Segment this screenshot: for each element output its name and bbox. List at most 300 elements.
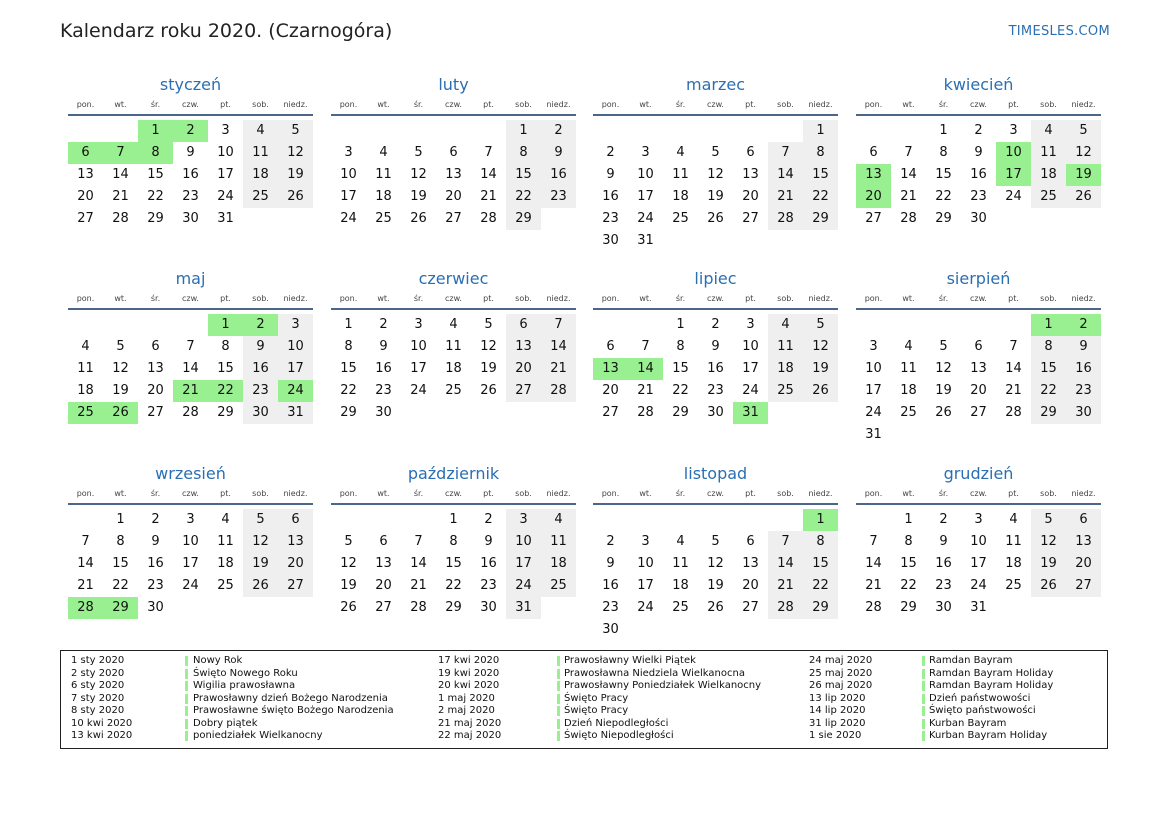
weekday-label: pon. bbox=[76, 489, 95, 498]
empty-cell bbox=[593, 120, 628, 142]
month-divider bbox=[331, 503, 576, 505]
month-divider bbox=[593, 114, 838, 116]
day-cell: 10 bbox=[637, 556, 654, 571]
day-cell: 5 bbox=[344, 534, 353, 549]
day-cell: 19 bbox=[410, 189, 427, 204]
day-cell: 8 bbox=[803, 142, 838, 164]
weekday-label: śr. bbox=[938, 489, 949, 498]
weekday-label: sob. bbox=[777, 489, 794, 498]
day-cell: 21 bbox=[900, 189, 917, 204]
weekday-label: śr. bbox=[675, 294, 686, 303]
day-cell: 23 bbox=[375, 383, 392, 398]
day-cell: 22 bbox=[803, 575, 838, 597]
day-cell: 26 bbox=[278, 186, 313, 208]
day-cell: 21 bbox=[480, 189, 497, 204]
day-cell: 27 bbox=[506, 380, 541, 402]
day-cell: 12 bbox=[340, 556, 357, 571]
holiday-day-cell: 6 bbox=[68, 142, 103, 164]
day-cell: 22 bbox=[445, 578, 462, 593]
day-cell: 10 bbox=[340, 167, 357, 182]
day-grid bbox=[331, 509, 576, 619]
day-cell: 22 bbox=[672, 383, 689, 398]
month-divider bbox=[68, 503, 313, 505]
empty-cell bbox=[996, 314, 1031, 336]
empty-cell bbox=[856, 314, 891, 336]
holiday-color-marker bbox=[922, 706, 925, 716]
empty-cell bbox=[768, 120, 803, 142]
day-cell: 27 bbox=[970, 405, 987, 420]
day-cell: 25 bbox=[672, 211, 689, 226]
day-cell: 9 bbox=[379, 339, 388, 354]
day-cell: 25 bbox=[243, 186, 278, 208]
day-cell: 11 bbox=[243, 142, 278, 164]
legend-entry bbox=[61, 730, 1107, 743]
day-cell: 29 bbox=[217, 405, 234, 420]
month-2 bbox=[331, 75, 576, 230]
day-cell: 4 bbox=[379, 145, 388, 160]
weekday-header bbox=[68, 487, 313, 501]
day-cell: 18 bbox=[375, 189, 392, 204]
holiday-color-marker bbox=[922, 681, 925, 691]
day-cell: 21 bbox=[541, 358, 576, 380]
weekday-label: wt. bbox=[377, 294, 390, 303]
day-cell: 4 bbox=[1009, 512, 1018, 527]
empty-cell bbox=[593, 314, 628, 336]
day-cell: 5 bbox=[711, 534, 720, 549]
day-cell: 6 bbox=[151, 339, 160, 354]
empty-cell bbox=[401, 120, 436, 142]
day-cell: 12 bbox=[243, 531, 278, 553]
day-cell: 17 bbox=[182, 556, 199, 571]
day-cell: 13 bbox=[506, 336, 541, 358]
day-cell: 14 bbox=[182, 361, 199, 376]
day-cell: 5 bbox=[484, 317, 493, 332]
day-cell: 17 bbox=[340, 189, 357, 204]
weekday-label: pt. bbox=[483, 294, 494, 303]
day-cell: 14 bbox=[112, 167, 129, 182]
empty-cell bbox=[768, 509, 803, 531]
day-cell: 27 bbox=[445, 211, 462, 226]
day-cell: 13 bbox=[278, 531, 313, 553]
day-cell: 24 bbox=[1005, 189, 1022, 204]
empty-cell bbox=[593, 509, 628, 531]
day-cell: 11 bbox=[672, 167, 689, 182]
day-cell: 10 bbox=[506, 531, 541, 553]
day-cell: 19 bbox=[935, 383, 952, 398]
weekday-label: wt. bbox=[639, 294, 652, 303]
empty-cell bbox=[663, 120, 698, 142]
day-cell: 23 bbox=[147, 578, 164, 593]
empty-cell bbox=[68, 509, 103, 531]
day-cell: 30 bbox=[935, 600, 952, 615]
weekday-label: pt. bbox=[483, 489, 494, 498]
holiday-legend bbox=[60, 650, 1108, 749]
day-cell: 15 bbox=[803, 164, 838, 186]
day-cell: 16 bbox=[970, 167, 987, 182]
day-cell: 25 bbox=[672, 600, 689, 615]
day-cell: 7 bbox=[869, 534, 878, 549]
day-cell: 7 bbox=[1009, 339, 1018, 354]
day-cell: 13 bbox=[742, 556, 759, 571]
legend-holiday-name: Święto Pracy bbox=[564, 692, 629, 704]
legend-holiday-name: Prawosławny Poniedziałek Wielkanocny bbox=[564, 680, 762, 691]
day-cell: 11 bbox=[768, 336, 803, 358]
day-cell: 20 bbox=[742, 578, 759, 593]
day-cell: 29 bbox=[803, 208, 838, 230]
day-cell: 28 bbox=[900, 211, 917, 226]
empty-cell bbox=[733, 509, 768, 531]
day-cell: 10 bbox=[742, 339, 759, 354]
day-cell: 31 bbox=[970, 600, 987, 615]
day-cell: 1 bbox=[449, 512, 458, 527]
day-cell: 19 bbox=[707, 189, 724, 204]
day-cell: 21 bbox=[865, 578, 882, 593]
empty-cell bbox=[471, 120, 506, 142]
weekday-header bbox=[856, 292, 1101, 306]
empty-cell bbox=[961, 314, 996, 336]
day-cell: 15 bbox=[935, 167, 952, 182]
weekday-label: wt. bbox=[902, 294, 915, 303]
day-cell: 15 bbox=[445, 556, 462, 571]
month-name: październik bbox=[407, 464, 500, 483]
day-cell: 22 bbox=[900, 578, 917, 593]
day-cell: 1 bbox=[344, 317, 353, 332]
day-cell: 23 bbox=[182, 189, 199, 204]
day-cell: 2 bbox=[974, 123, 983, 138]
month-name: kwiecień bbox=[943, 75, 1014, 94]
day-cell: 20 bbox=[445, 189, 462, 204]
day-cell: 25 bbox=[768, 380, 803, 402]
day-cell: 2 bbox=[939, 512, 948, 527]
legend-holiday-name: Kurban Bayram Holiday bbox=[929, 730, 1048, 741]
day-cell: 8 bbox=[676, 339, 685, 354]
day-cell: 28 bbox=[768, 208, 803, 230]
day-cell: 14 bbox=[865, 556, 882, 571]
day-grid bbox=[856, 120, 1101, 230]
weekday-label: niedz. bbox=[808, 489, 833, 498]
weekday-label: niedz. bbox=[808, 294, 833, 303]
legend-holiday-name: Wigilia prawosławna bbox=[193, 680, 296, 691]
month-divider bbox=[593, 503, 838, 505]
legend-date: 6 sty 2020 bbox=[71, 680, 125, 691]
weekday-label: sob. bbox=[1040, 294, 1057, 303]
day-cell: 22 bbox=[1031, 380, 1066, 402]
day-cell: 3 bbox=[506, 509, 541, 531]
legend-date: 17 kwi 2020 bbox=[438, 655, 500, 666]
legend-date: 1 sty 2020 bbox=[71, 655, 125, 666]
day-cell: 8 bbox=[904, 534, 913, 549]
weekday-label: niedz. bbox=[1071, 100, 1096, 109]
day-cell: 20 bbox=[1066, 553, 1101, 575]
day-cell: 2 bbox=[379, 317, 388, 332]
weekday-label: sob. bbox=[252, 294, 269, 303]
day-cell: 19 bbox=[112, 383, 129, 398]
legend-entry bbox=[61, 668, 1107, 681]
day-cell: 30 bbox=[375, 405, 392, 420]
day-cell: 29 bbox=[340, 405, 357, 420]
weekday-header bbox=[331, 487, 576, 501]
weekday-label: sob. bbox=[777, 294, 794, 303]
weekday-label: wt. bbox=[902, 100, 915, 109]
weekday-header bbox=[593, 292, 838, 306]
legend-date: 2 maj 2020 bbox=[438, 705, 495, 716]
day-cell: 15 bbox=[672, 361, 689, 376]
day-cell: 24 bbox=[410, 383, 427, 398]
weekday-label: czw. bbox=[970, 100, 987, 109]
day-cell: 13 bbox=[445, 167, 462, 182]
weekday-label: sob. bbox=[252, 489, 269, 498]
day-cell: 27 bbox=[375, 600, 392, 615]
day-cell: 31 bbox=[506, 597, 541, 619]
day-cell: 15 bbox=[147, 167, 164, 182]
day-cell: 28 bbox=[112, 211, 129, 226]
day-cell: 25 bbox=[217, 578, 234, 593]
day-cell: 7 bbox=[414, 534, 423, 549]
empty-cell bbox=[628, 314, 663, 336]
day-cell: 12 bbox=[410, 167, 427, 182]
day-cell: 30 bbox=[1066, 402, 1101, 424]
day-cell: 17 bbox=[506, 553, 541, 575]
day-cell: 18 bbox=[1031, 164, 1066, 186]
day-cell: 12 bbox=[480, 339, 497, 354]
weekday-label: śr. bbox=[413, 489, 424, 498]
weekday-label: pt. bbox=[220, 294, 231, 303]
holiday-color-marker bbox=[922, 669, 925, 679]
day-cell: 27 bbox=[602, 405, 619, 420]
day-cell: 1 bbox=[904, 512, 913, 527]
day-cell: 7 bbox=[186, 339, 195, 354]
weekday-header bbox=[856, 98, 1101, 112]
holiday-day-cell: 21 bbox=[173, 380, 208, 402]
weekday-label: czw. bbox=[445, 489, 462, 498]
day-cell: 5 bbox=[414, 145, 423, 160]
day-cell: 24 bbox=[506, 575, 541, 597]
month-name: listopad bbox=[683, 464, 748, 483]
weekday-label: śr. bbox=[938, 294, 949, 303]
day-cell: 16 bbox=[541, 164, 576, 186]
month-8 bbox=[856, 269, 1101, 446]
empty-cell bbox=[733, 120, 768, 142]
day-cell: 12 bbox=[278, 142, 313, 164]
day-cell: 31 bbox=[865, 427, 882, 442]
month-name: luty bbox=[438, 75, 469, 94]
month-divider bbox=[331, 308, 576, 310]
day-cell: 28 bbox=[637, 405, 654, 420]
day-cell: 24 bbox=[637, 600, 654, 615]
month-12 bbox=[856, 464, 1101, 619]
day-cell: 5 bbox=[116, 339, 125, 354]
day-cell: 17 bbox=[637, 189, 654, 204]
day-cell: 3 bbox=[641, 145, 650, 160]
day-cell: 1 bbox=[803, 120, 838, 142]
legend-date: 7 sty 2020 bbox=[71, 692, 125, 704]
legend-date: 8 sty 2020 bbox=[71, 705, 125, 716]
day-cell: 2 bbox=[606, 534, 615, 549]
day-cell: 11 bbox=[217, 534, 234, 549]
day-cell: 30 bbox=[182, 211, 199, 226]
empty-cell bbox=[366, 120, 401, 142]
site-link[interactable]: TIMESLES.COM bbox=[1008, 24, 1110, 39]
day-cell: 2 bbox=[606, 145, 615, 160]
weekday-label: pon. bbox=[76, 100, 95, 109]
day-cell: 8 bbox=[221, 339, 230, 354]
month-name: marzec bbox=[685, 75, 745, 94]
day-cell: 12 bbox=[707, 556, 724, 571]
day-cell: 3 bbox=[414, 317, 423, 332]
day-cell: 24 bbox=[182, 578, 199, 593]
day-cell: 3 bbox=[221, 123, 230, 138]
day-cell: 20 bbox=[970, 383, 987, 398]
day-cell: 1 bbox=[116, 512, 125, 527]
day-cell: 8 bbox=[449, 534, 458, 549]
month-name: maj bbox=[175, 269, 206, 288]
legend-holiday-name: Prawosławna Niedziela Wielkanocna bbox=[564, 667, 745, 679]
day-cell: 27 bbox=[742, 211, 759, 226]
day-cell: 7 bbox=[81, 534, 90, 549]
day-cell: 14 bbox=[900, 167, 917, 182]
weekday-label: niedz. bbox=[283, 489, 308, 498]
day-cell: 16 bbox=[707, 361, 724, 376]
weekday-header bbox=[331, 98, 576, 112]
day-cell: 1 bbox=[939, 123, 948, 138]
day-cell: 25 bbox=[1005, 578, 1022, 593]
day-cell: 16 bbox=[480, 556, 497, 571]
day-cell: 23 bbox=[602, 211, 619, 226]
day-cell: 6 bbox=[278, 509, 313, 531]
legend-entry bbox=[61, 655, 1107, 668]
weekday-label: sob. bbox=[252, 100, 269, 109]
weekday-label: wt. bbox=[377, 489, 390, 498]
month-name: wrzesień bbox=[155, 464, 226, 483]
day-cell: 28 bbox=[182, 405, 199, 420]
empty-cell bbox=[173, 314, 208, 336]
weekday-label: czw. bbox=[182, 489, 199, 498]
day-cell: 12 bbox=[935, 361, 952, 376]
day-cell: 29 bbox=[445, 600, 462, 615]
day-cell: 4 bbox=[81, 339, 90, 354]
day-cell: 27 bbox=[278, 575, 313, 597]
weekday-label: wt. bbox=[639, 489, 652, 498]
weekday-label: niedz. bbox=[1071, 294, 1096, 303]
weekday-label: sob. bbox=[777, 100, 794, 109]
empty-cell bbox=[891, 314, 926, 336]
day-cell: 5 bbox=[243, 509, 278, 531]
empty-cell bbox=[628, 509, 663, 531]
day-cell: 24 bbox=[865, 405, 882, 420]
day-cell: 23 bbox=[243, 380, 278, 402]
legend-holiday-name: Ramdan Bayram bbox=[929, 655, 1013, 666]
weekday-header bbox=[856, 487, 1101, 501]
day-cell: 17 bbox=[410, 361, 427, 376]
holiday-day-cell: 1 bbox=[138, 120, 173, 142]
weekday-label: wt. bbox=[114, 489, 127, 498]
day-cell: 19 bbox=[278, 164, 313, 186]
day-cell: 30 bbox=[602, 622, 619, 637]
weekday-label: sob. bbox=[515, 294, 532, 303]
day-cell: 14 bbox=[768, 164, 803, 186]
day-cell: 16 bbox=[243, 358, 278, 380]
day-cell: 14 bbox=[768, 553, 803, 575]
weekday-label: pt. bbox=[745, 489, 756, 498]
day-cell: 10 bbox=[410, 339, 427, 354]
day-cell: 30 bbox=[707, 405, 724, 420]
day-cell: 29 bbox=[672, 405, 689, 420]
day-cell: 4 bbox=[243, 120, 278, 142]
empty-cell bbox=[856, 509, 891, 531]
day-cell: 17 bbox=[742, 361, 759, 376]
day-cell: 25 bbox=[900, 405, 917, 420]
legend-date: 1 sie 2020 bbox=[809, 730, 862, 741]
holiday-day-cell: 20 bbox=[856, 186, 891, 208]
day-cell: 30 bbox=[970, 211, 987, 226]
weekday-label: niedz. bbox=[283, 100, 308, 109]
weekday-label: wt. bbox=[377, 100, 390, 109]
legend-date: 2 sty 2020 bbox=[71, 667, 125, 679]
day-cell: 19 bbox=[1031, 553, 1066, 575]
day-cell: 29 bbox=[506, 208, 541, 230]
day-cell: 16 bbox=[375, 361, 392, 376]
day-cell: 28 bbox=[768, 597, 803, 619]
day-cell: 9 bbox=[151, 534, 160, 549]
holiday-day-cell: 29 bbox=[103, 597, 138, 619]
empty-cell bbox=[856, 120, 891, 142]
legend-holiday-name: Święto Nowego Roku bbox=[193, 667, 298, 679]
day-cell: 8 bbox=[803, 531, 838, 553]
weekday-label: czw. bbox=[182, 100, 199, 109]
weekday-label: śr. bbox=[938, 100, 949, 109]
day-cell: 4 bbox=[904, 339, 913, 354]
day-cell: 7 bbox=[904, 145, 913, 160]
weekday-label: pon. bbox=[864, 100, 883, 109]
holiday-color-marker bbox=[922, 694, 925, 704]
legend-date: 22 maj 2020 bbox=[438, 730, 502, 741]
legend-holiday-name: Dobry piątek bbox=[193, 717, 258, 729]
day-cell: 19 bbox=[480, 361, 497, 376]
holiday-day-cell: 10 bbox=[996, 142, 1031, 164]
day-cell: 20 bbox=[147, 383, 164, 398]
day-cell: 16 bbox=[935, 556, 952, 571]
legend-entry bbox=[61, 693, 1107, 706]
weekday-label: czw. bbox=[445, 294, 462, 303]
empty-cell bbox=[366, 509, 401, 531]
day-cell: 22 bbox=[112, 578, 129, 593]
legend-date: 24 maj 2020 bbox=[809, 655, 873, 666]
month-divider bbox=[856, 114, 1101, 116]
empty-cell bbox=[926, 314, 961, 336]
day-cell: 6 bbox=[974, 339, 983, 354]
month-3 bbox=[593, 75, 838, 252]
day-cell: 15 bbox=[340, 361, 357, 376]
day-cell: 15 bbox=[112, 556, 129, 571]
weekday-header bbox=[593, 98, 838, 112]
holiday-day-cell: 1 bbox=[803, 509, 838, 531]
day-cell: 31 bbox=[637, 233, 654, 248]
day-cell: 7 bbox=[768, 531, 803, 553]
day-cell: 22 bbox=[506, 186, 541, 208]
day-cell: 22 bbox=[935, 189, 952, 204]
weekday-label: pt. bbox=[220, 100, 231, 109]
day-cell: 11 bbox=[445, 339, 462, 354]
day-cell: 13 bbox=[375, 556, 392, 571]
day-cell: 30 bbox=[602, 233, 619, 248]
day-cell: 24 bbox=[217, 189, 234, 204]
day-cell: 5 bbox=[711, 145, 720, 160]
day-grid bbox=[68, 509, 313, 619]
month-9 bbox=[68, 464, 313, 619]
day-cell: 9 bbox=[186, 145, 195, 160]
day-cell: 29 bbox=[1031, 402, 1066, 424]
holiday-day-cell: 2 bbox=[1066, 314, 1101, 336]
